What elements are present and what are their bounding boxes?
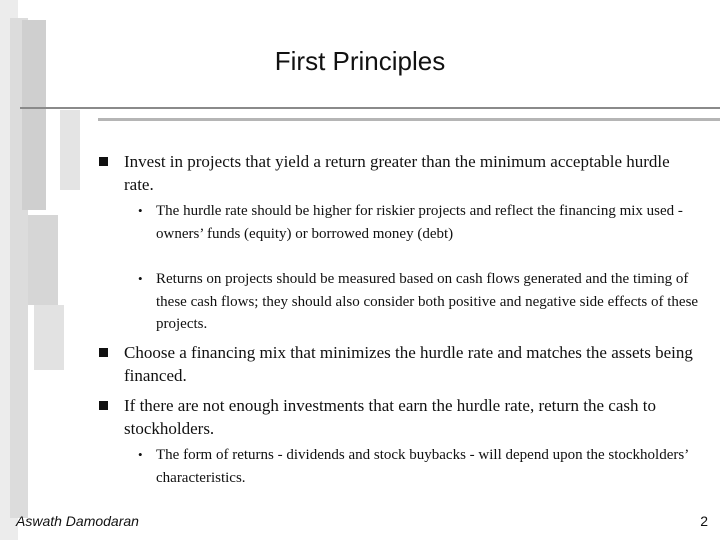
sub-bullet-dot-1: • (138, 203, 143, 218)
bullet-square-3 (99, 401, 108, 410)
bullet-square-2 (99, 348, 108, 357)
sub-bullet-dot-2: • (138, 271, 143, 286)
decorative-bar-4 (28, 215, 58, 305)
sub-bullet-text-1: The hurdle rate should be higher for riskier projects and reflect the financing mix used - owners’ funds (equity) or borrowed money (debt) (156, 203, 683, 242)
page-number: 2 (700, 513, 708, 529)
decorative-bar-6 (60, 110, 80, 190)
bullet-text-2: Choose a financing mix that minimizes the hurdle rate and matches the assets being financed. (124, 343, 693, 385)
title-rule-lower (98, 118, 720, 121)
bullet-square-1 (99, 157, 108, 166)
sub-bullet-text-2: Returns on projects should be measured based on cash flows generated and the timing of these cash flows; they should also consider both positive and negative side effects of these projects. (156, 271, 699, 332)
footer-author: Aswath Damodaran (16, 513, 139, 529)
decorative-bar-5 (34, 305, 64, 370)
bullet-text-3: If there are not enough investments that earn the hurdle rate, return the cash to stockholders. (124, 396, 656, 438)
bullet-text-1: Invest in projects that yield a return greater than the minimum acceptable hurdle rate. (124, 152, 670, 194)
slide-title: First Principles (274, 46, 446, 76)
sub-bullet-text-3: The form of returns - dividends and stock buybacks - will depend upon the stockholders’ characteristics. (156, 447, 689, 486)
sub-bullet-dot-3: • (138, 447, 143, 462)
title-rule (20, 107, 720, 109)
